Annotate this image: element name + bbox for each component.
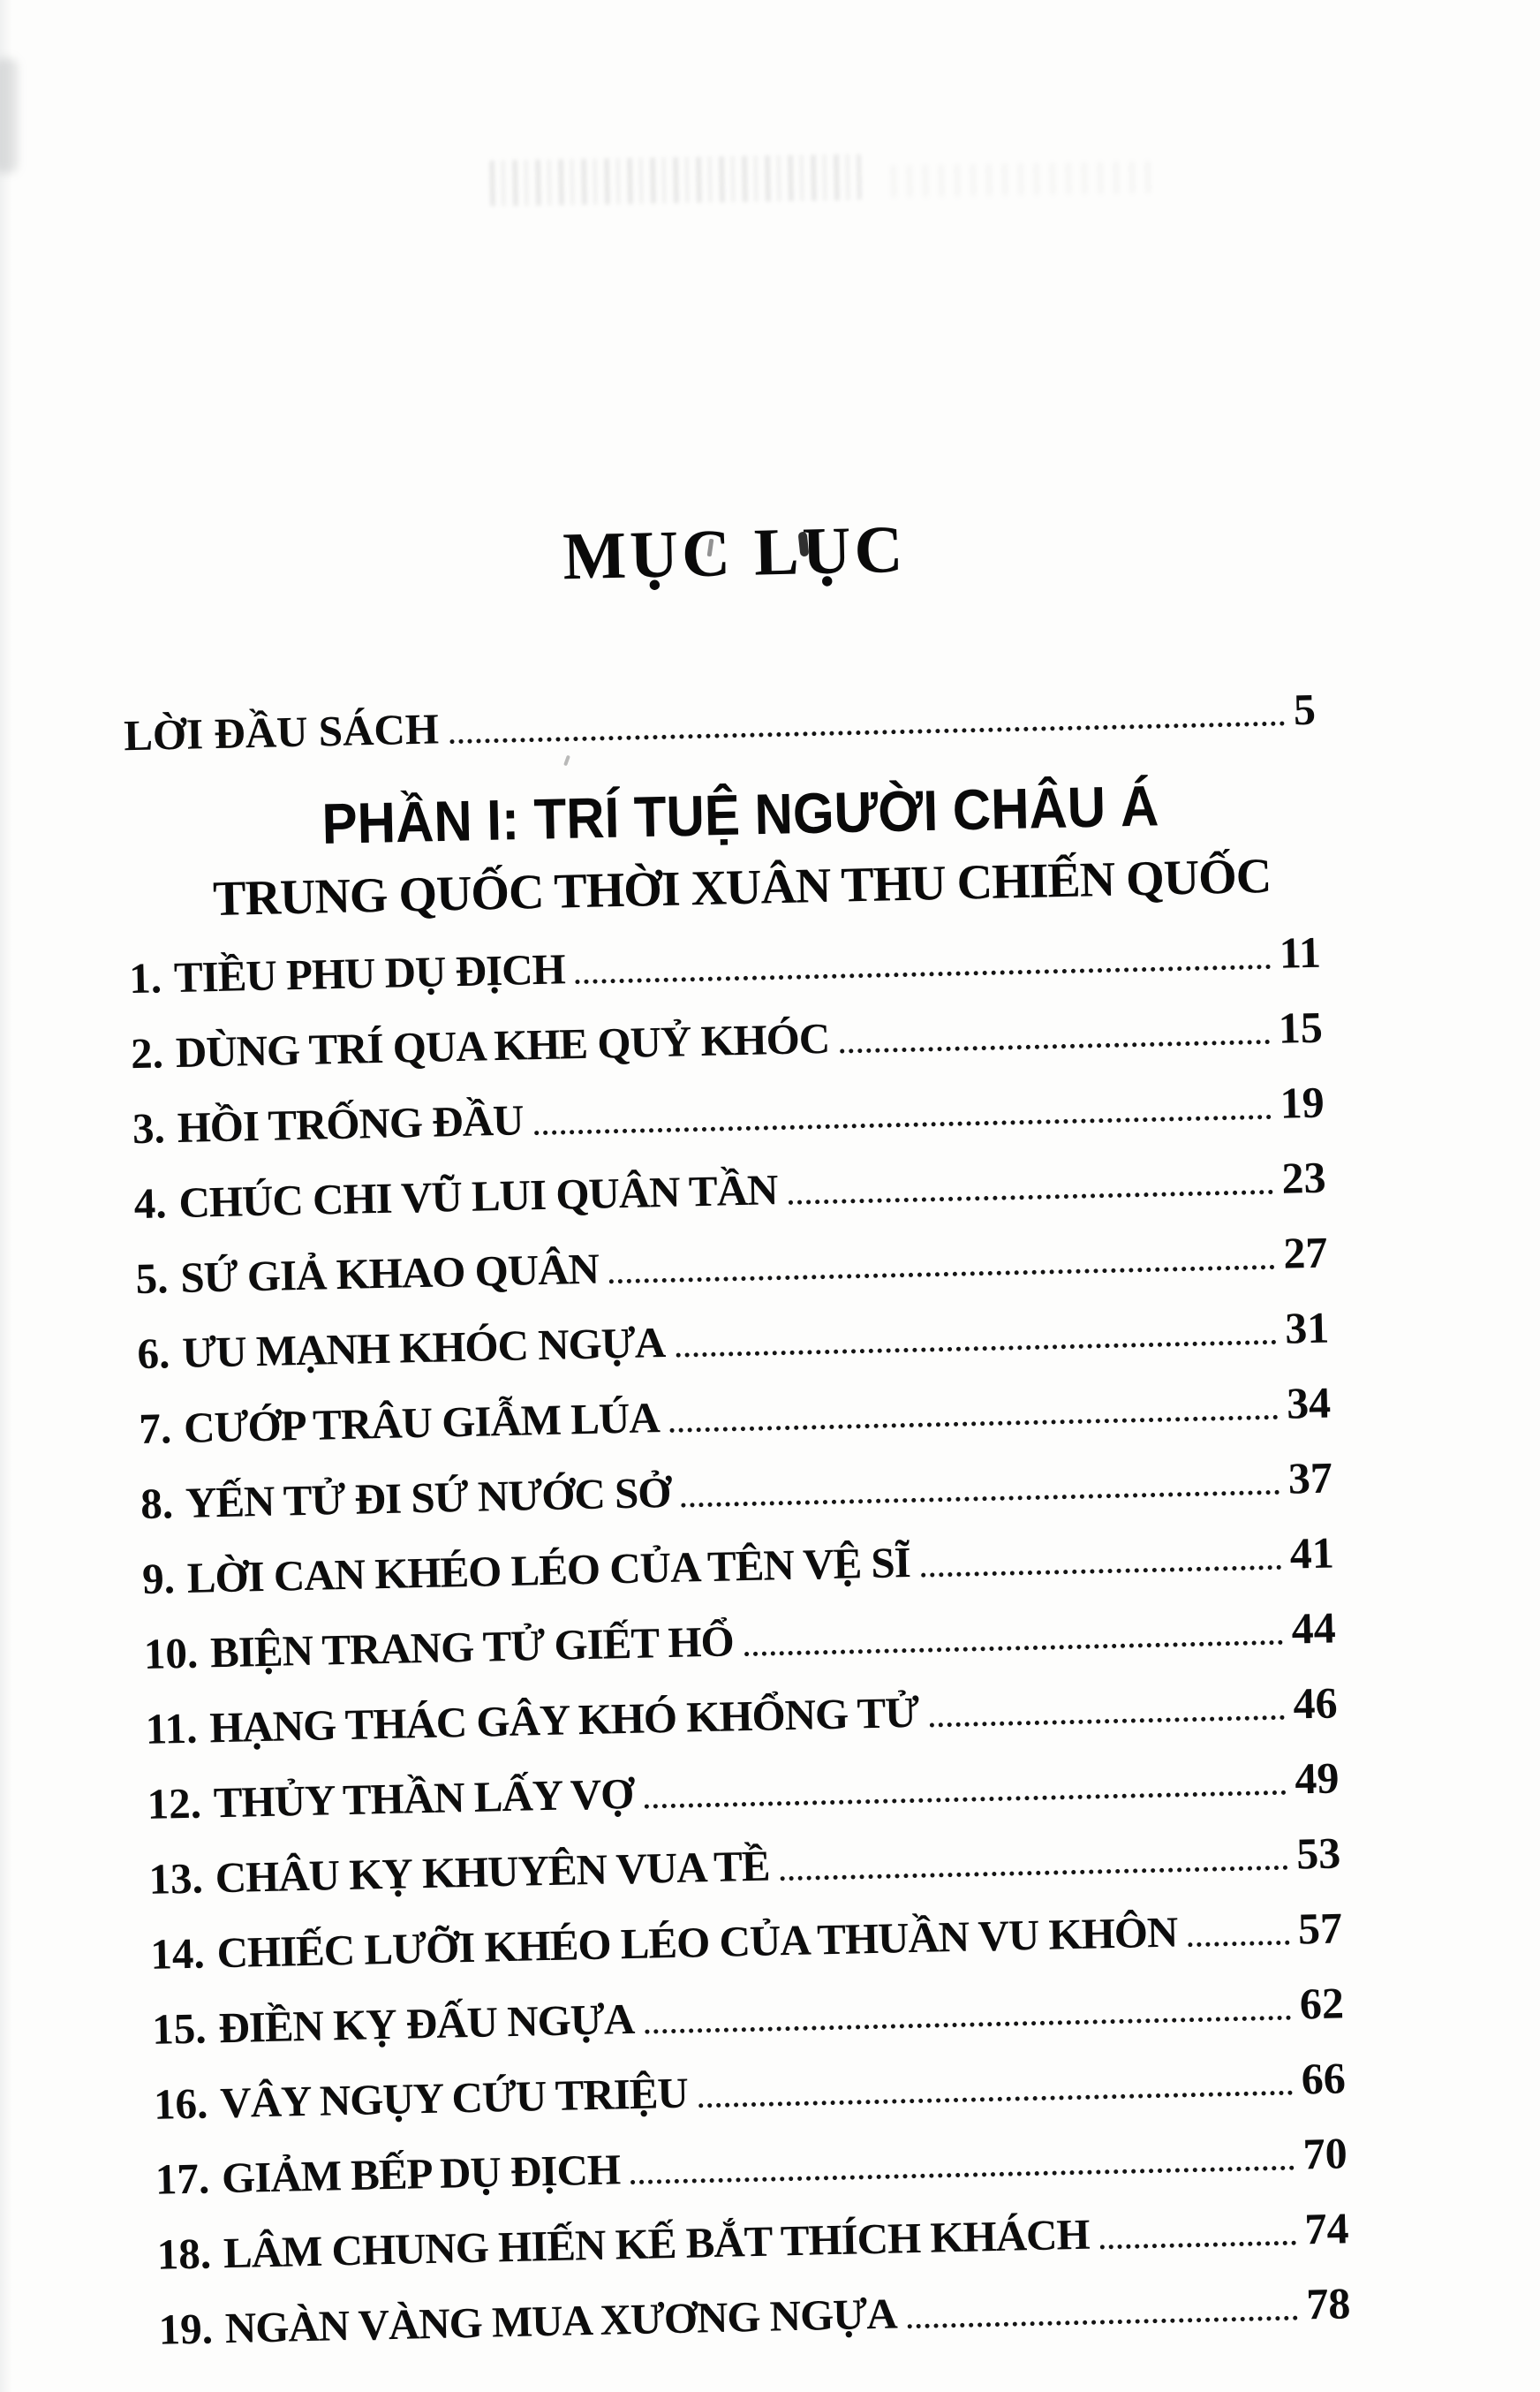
corner-smudge xyxy=(0,58,18,173)
entry-title: CHÂU KỴ KHUYÊN VUA TỀ xyxy=(215,1841,771,1903)
toc-entry xyxy=(133,1151,1363,1229)
entry-page-number: 31 xyxy=(1284,1302,1330,1353)
dot-leader xyxy=(576,965,1271,984)
entry-title: DÙNG TRÍ QUA KHE QUỶ KHÓC xyxy=(175,1013,830,1077)
entry-number: 16. xyxy=(153,2078,208,2129)
entry-number: 4. xyxy=(133,1178,168,1229)
entry-page-number: 57 xyxy=(1297,1903,1343,1954)
entry-title: CHIẾC LƯỠI KHÉO LÉO CỦA THUẦN VU KHÔN xyxy=(216,1907,1178,1978)
dot-leader xyxy=(449,722,1285,745)
dot-leader xyxy=(921,1565,1281,1578)
bleed-through-smudge-right xyxy=(892,161,1158,197)
part-heading: PHẦN I: TRÍ TUỆ NGƯỜI CHÂU Á xyxy=(321,773,1159,856)
dot-leader xyxy=(630,2166,1295,2184)
dot-leader xyxy=(789,1190,1273,1205)
entry-page-number: 15 xyxy=(1278,1002,1324,1053)
entry-page-number: 66 xyxy=(1301,2053,1347,2104)
dot-leader xyxy=(840,1040,1270,1054)
entry-title: SỨ GIẢ KHAO QUÂN xyxy=(179,1244,600,1302)
dot-leader xyxy=(744,1640,1283,1656)
entry-page-number: 23 xyxy=(1280,1152,1327,1203)
toc-entry xyxy=(132,1076,1362,1154)
entry-title: CHÚC CHI VŨ LUI QUÂN TẦN xyxy=(177,1165,778,1227)
entry-page-number: 53 xyxy=(1295,1828,1341,1879)
entry-number: 5. xyxy=(135,1253,170,1304)
entry-page-number: 70 xyxy=(1302,2128,1348,2179)
entry-title: BIỆN TRANG TỬ GIẾT HỔ xyxy=(209,1616,735,1677)
toc-entry xyxy=(147,1752,1377,1829)
toc-entry xyxy=(129,926,1359,1003)
entry-page-number: 78 xyxy=(1305,2278,1351,2329)
scan-edge-shade xyxy=(0,0,12,2392)
entry-number: 18. xyxy=(156,2229,212,2279)
entry-title: CƯỚP TRÂU GIẪM LÚA xyxy=(183,1393,661,1452)
entry-number: 2. xyxy=(130,1028,164,1079)
entry-number: 13. xyxy=(147,1853,204,1904)
dot-leader xyxy=(534,1115,1272,1135)
dot-leader xyxy=(676,1340,1276,1358)
entry-title: THỦY THẦN LẤY VỢ xyxy=(213,1768,634,1828)
entry-page-number: 11 xyxy=(1279,927,1322,978)
entry-page-number: 41 xyxy=(1289,1527,1335,1578)
toc-entry xyxy=(137,1301,1367,1379)
entry-page-number: 19 xyxy=(1280,1077,1325,1128)
toc-entry xyxy=(158,2276,1388,2354)
dot-leader xyxy=(682,1490,1280,1508)
entry-title: LÂM CHUNG HIẾN KẾ BẮT THÍCH KHÁCH xyxy=(223,2209,1091,2278)
dot-leader xyxy=(670,1415,1278,1433)
dot-leader xyxy=(929,1715,1284,1728)
entry-title: LỜI CAN KHÉO LÉO CỦA TÊN VỆ SĨ xyxy=(186,1537,911,1602)
dot-leader xyxy=(1189,1941,1290,1948)
entry-title: ƯU MẠNH KHÓC NGỰA xyxy=(181,1317,666,1377)
entry-page-number: 37 xyxy=(1287,1452,1333,1503)
entry-page-number: 49 xyxy=(1294,1752,1340,1804)
toc-entry xyxy=(148,1827,1378,1904)
toc-entry xyxy=(143,1601,1373,1679)
toc-entry xyxy=(135,1226,1365,1304)
dot-leader xyxy=(609,1265,1275,1283)
toc-entry xyxy=(140,1451,1370,1529)
entry-title: VÂY NGỤY CỨU TRIỆU xyxy=(219,2068,689,2128)
toc-entry xyxy=(141,1526,1371,1604)
toc-entry xyxy=(152,1976,1382,2054)
entry-title: NGÀN VÀNG MUA XƯƠNG NGỰA xyxy=(224,2289,898,2353)
entry-number: 11. xyxy=(145,1703,198,1753)
entry-number: 17. xyxy=(155,2154,210,2204)
dot-leader xyxy=(644,1790,1286,1809)
entry-title: GIẢM BẾP DỤ ĐỊCH xyxy=(221,2145,621,2203)
entry-number: 15. xyxy=(151,2003,208,2054)
preface-page-number: 5 xyxy=(1293,684,1317,735)
entry-number: 3. xyxy=(132,1103,166,1154)
toc-entry xyxy=(150,1902,1380,1979)
toc-content xyxy=(119,502,1388,2379)
entry-number: 1. xyxy=(128,953,162,1003)
entry-number: 12. xyxy=(147,1778,202,1828)
entry-number: 8. xyxy=(140,1479,174,1528)
entry-title: ĐIỀN KỴ ĐẤU NGỰA xyxy=(217,1994,635,2053)
toc-entry xyxy=(153,2051,1383,2129)
entry-page-number: 44 xyxy=(1291,1602,1337,1654)
toc-entry xyxy=(130,1001,1360,1079)
section-heading: TRUNG QUỐC THỜI XUÂN THU CHIẾN QUỐC xyxy=(212,848,1272,927)
toc-entry xyxy=(139,1376,1369,1454)
bleed-through-smudge xyxy=(490,154,862,206)
preface-label: LỜI ĐẦU SÁCH xyxy=(123,704,440,761)
page-title: MỤC LỤC xyxy=(562,511,908,594)
entry-page-number: 27 xyxy=(1282,1227,1328,1278)
entry-number: 10. xyxy=(143,1628,199,1678)
entry-title: YẾN TỬ ĐI SỨ NƯỚC SỞ xyxy=(185,1467,671,1527)
entry-number: 14. xyxy=(149,1928,206,1979)
entry-page-number: 74 xyxy=(1303,2203,1350,2254)
dot-leader xyxy=(1100,2241,1296,2250)
preface-row xyxy=(124,683,1354,761)
toc-entry xyxy=(155,2126,1385,2204)
entry-title: HỒI TRỐNG ĐẦU xyxy=(177,1095,524,1152)
entry-number: 19. xyxy=(158,2304,214,2354)
entry-number: 9. xyxy=(141,1554,176,1603)
dot-leader xyxy=(645,2016,1291,2034)
toc-entry xyxy=(145,1677,1375,1754)
dot-leader xyxy=(908,2316,1298,2329)
entry-page-number: 34 xyxy=(1286,1377,1332,1428)
dot-leader xyxy=(781,1866,1288,1881)
entry-title: HẠNG THÁC GÂY KHÓ KHỔNG TỬ xyxy=(208,1687,919,1752)
dot-leader xyxy=(698,2091,1293,2108)
toc-entry xyxy=(156,2201,1386,2279)
entry-page-number: 62 xyxy=(1299,1978,1345,2029)
toc-entries xyxy=(129,926,1388,2355)
entry-number: 6. xyxy=(136,1328,170,1379)
entry-number: 7. xyxy=(138,1404,172,1454)
entry-title: TIỀU PHU DỤ ĐỊCH xyxy=(173,944,566,1003)
entry-page-number: 46 xyxy=(1292,1677,1339,1729)
